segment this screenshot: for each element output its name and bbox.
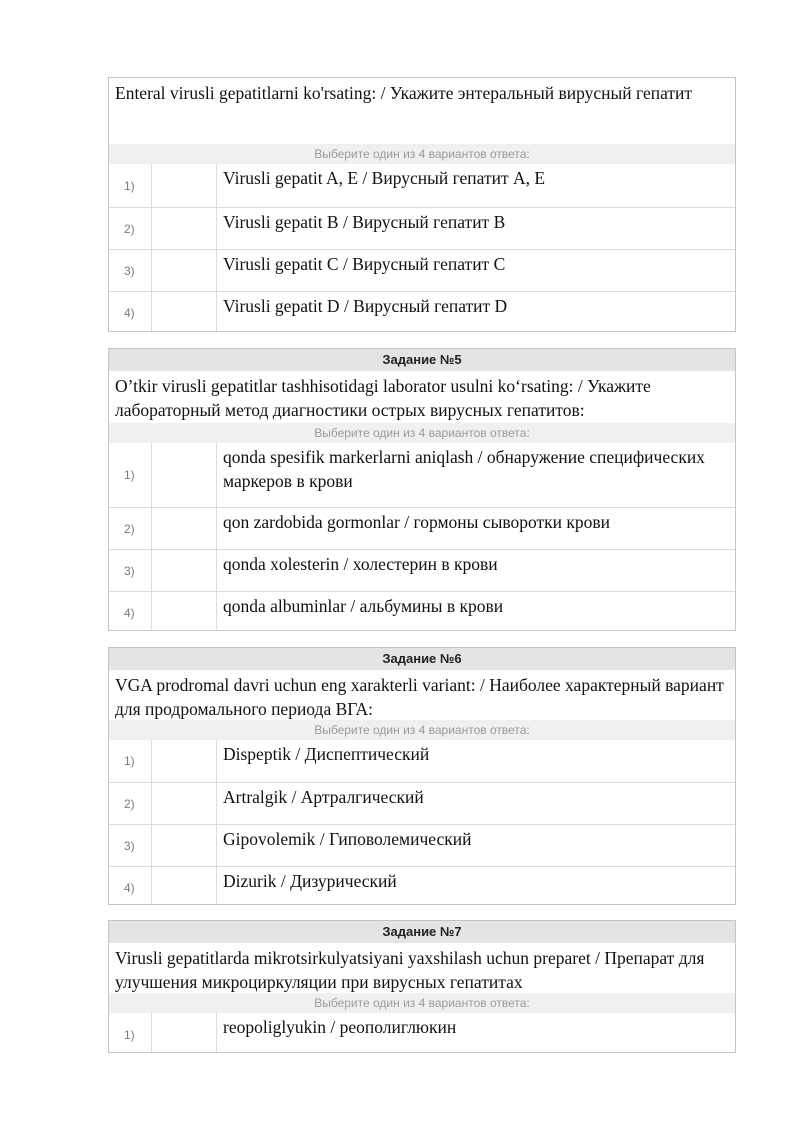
answer-option[interactable] (109, 249, 735, 291)
answer-list (109, 164, 735, 332)
question-text: Virusli gepatitlarda mikrotsirkulyatsiyani yaxshilash uchun preparet / Препарат для улучшения микроциркуляции при вирусных гепатитах (115, 948, 705, 992)
task-card (108, 348, 736, 631)
answer-hint: Выберите один из 4 вариантов ответа: (109, 720, 735, 740)
answer-marker-cell[interactable] (151, 867, 217, 905)
task-card (108, 920, 736, 1053)
answer-text: Virusli gepatit C / Вирусный гепатит C (223, 254, 506, 274)
answer-option[interactable] (109, 549, 735, 591)
answer-list (109, 1013, 735, 1053)
answer-number: 4) (124, 880, 135, 895)
answer-text: Dispeptik / Диспептический (223, 744, 430, 764)
answer-number: 2) (124, 796, 135, 811)
answer-number: 4) (124, 605, 135, 620)
answer-text: qonda albuminlar / альбумины в крови (223, 596, 504, 616)
task-header: Задание №6 (109, 648, 735, 670)
answer-option[interactable] (109, 507, 735, 549)
answer-option[interactable] (109, 291, 735, 332)
task-card (108, 77, 736, 332)
answer-marker-cell[interactable] (151, 250, 217, 291)
answer-option[interactable] (109, 782, 735, 824)
question-text: Enteral virusli gepatitlarni ko'rsating: / Укажите энтеральный вирусный гепатит (115, 83, 693, 103)
answer-number: 2) (124, 521, 135, 536)
answer-text: Virusli gepatit A, E / Вирусный гепатит A, E (223, 168, 546, 188)
answer-option[interactable] (109, 207, 735, 249)
answer-hint: Выберите один из 4 вариантов ответа: (109, 423, 735, 443)
answer-text: Artralgik / Артралгический (223, 787, 424, 807)
answer-option[interactable] (109, 164, 735, 207)
answer-number: 2) (124, 221, 135, 236)
answer-marker-cell[interactable] (151, 825, 217, 866)
answer-option[interactable] (109, 1013, 735, 1053)
answer-number: 3) (124, 563, 135, 578)
answer-marker-cell[interactable] (151, 208, 217, 249)
answer-text: Gipovolemik / Гиповолемический (223, 829, 472, 849)
answer-text: Dizurik / Дизурический (223, 871, 397, 891)
answer-number: 1) (124, 468, 135, 482)
task-header: Задание №5 (109, 349, 735, 371)
answer-text: Virusli gepatit B / Вирусный гепатит B (223, 212, 506, 232)
answer-hint: Выберите один из 4 вариантов ответа: (109, 993, 735, 1013)
answer-marker-cell[interactable] (151, 292, 217, 332)
answer-number: 3) (124, 263, 135, 278)
question-text: O’tkir virusli gepatitlar tashhisotidagi laborator usulni ko‘rsating: / Укажите лабораторный метод диагностики острых вирусных гепатитов: (115, 376, 651, 420)
answer-marker-cell[interactable] (151, 443, 217, 507)
answer-option[interactable] (109, 443, 735, 507)
answer-marker-cell[interactable] (151, 550, 217, 591)
answer-number: 1) (124, 1028, 135, 1042)
answer-option[interactable] (109, 740, 735, 782)
answer-option[interactable] (109, 866, 735, 905)
answer-number: 1) (124, 754, 135, 768)
task-card (108, 647, 736, 905)
answer-text: Virusli gepatit D / Вирусный гепатит D (223, 296, 508, 316)
answer-text: qonda spesifik markerlarni aniqlash / обнаружение специфических маркеров в крови (223, 447, 705, 491)
answer-marker-cell[interactable] (151, 164, 217, 207)
answer-list (109, 740, 735, 905)
answer-option[interactable] (109, 824, 735, 866)
answer-text: qonda xolesterin / холестерин в крови (223, 554, 498, 574)
answer-marker-cell[interactable] (151, 740, 217, 782)
answer-number: 1) (124, 178, 135, 193)
task-header: Задание №7 (109, 921, 735, 943)
answer-marker-cell[interactable] (151, 592, 217, 631)
question-text: VGA prodromal davri uchun eng xarakterli variant: / Наиболее характерный вариант для продромального периода ВГА: (115, 675, 724, 719)
answer-list (109, 443, 735, 631)
answer-marker-cell[interactable] (151, 508, 217, 549)
answer-option[interactable] (109, 591, 735, 631)
answer-text: qon zardobida gormonlar / гормоны сыворотки крови (223, 512, 611, 532)
answer-number: 4) (124, 306, 135, 320)
answer-number: 3) (124, 838, 135, 853)
answer-hint: Выберите один из 4 вариантов ответа: (109, 144, 735, 164)
answer-text: reopoliglyukin / реополиглюкин (223, 1017, 457, 1037)
answer-marker-cell[interactable] (151, 783, 217, 824)
answer-marker-cell[interactable] (151, 1013, 217, 1053)
